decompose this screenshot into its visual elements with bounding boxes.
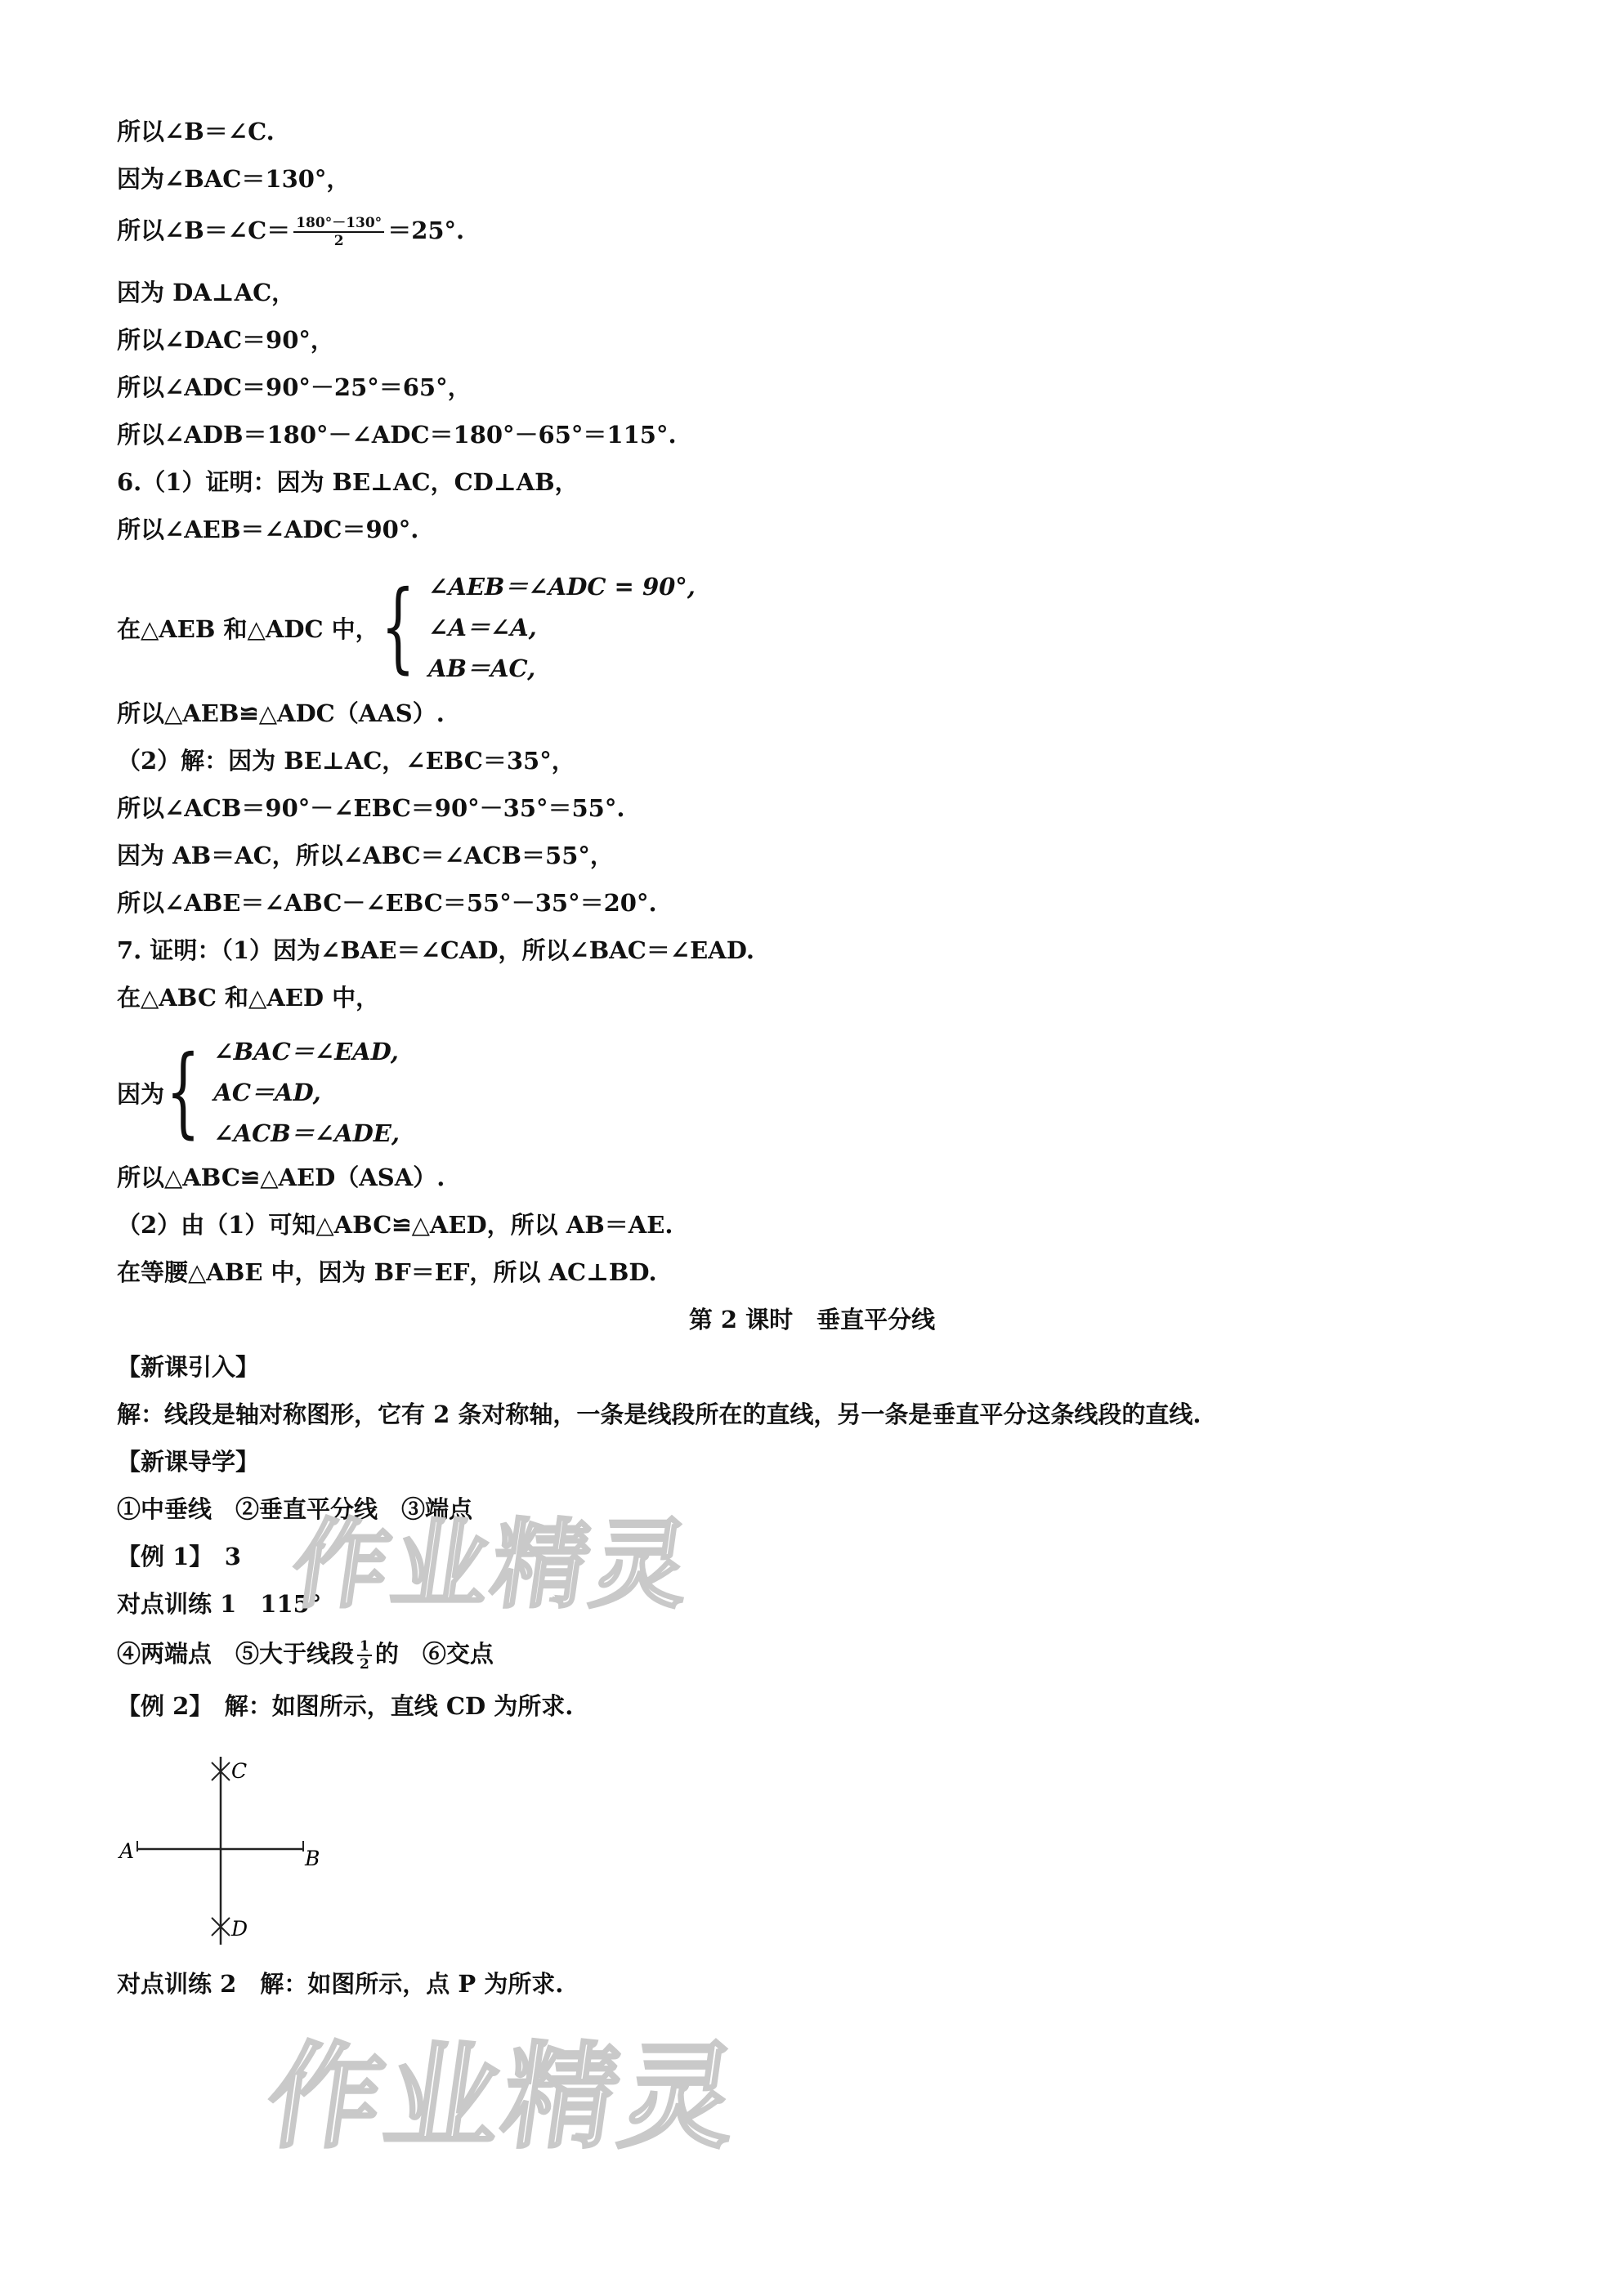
text-line: ①中垂线 ②垂直平分线 ③端点 xyxy=(117,1495,473,1523)
text-line: 【例 2】 解：如图所示，直线 CD 为所求. xyxy=(117,1692,574,1720)
condition: ∠A＝∠A, xyxy=(428,614,537,641)
text-line: 对点训练 1 115° xyxy=(117,1590,322,1618)
fraction-numerator: 1 xyxy=(357,1638,372,1656)
left-brace: { xyxy=(380,570,415,684)
text-line: 在等腰△ABE 中，因为 BF＝EF，所以 AC⊥BD. xyxy=(117,1258,657,1286)
text-segment: ＝25°. xyxy=(387,217,465,244)
fraction-denominator: 2 xyxy=(333,233,344,249)
text-line: 7. 证明：（1）因为∠BAE＝∠CAD，所以∠BAC＝∠EAD. xyxy=(117,936,754,964)
text-line: 6.（1）证明：因为 BE⊥AC，CD⊥AB， xyxy=(117,468,579,496)
text-line: 解：线段是轴对称图形，它有 2 条对称轴，一条是线段所在的直线，另一条是垂直平分这条线段的直线. xyxy=(117,1400,1201,1428)
text-line: （2）解：因为 BE⊥AC，∠EBC＝35°， xyxy=(117,747,575,775)
section-title: 第 2 课时 垂直平分线 xyxy=(688,1306,936,1333)
left-brace: { xyxy=(166,1035,201,1149)
text-line: （2）由（1）可知△ABC≌△AED，所以 AB＝AE. xyxy=(117,1211,673,1239)
text-line: 所以△ABC≌△AED（ASA）. xyxy=(117,1164,445,1191)
label-b: B xyxy=(305,1847,320,1870)
section-heading: 【新课引入】 xyxy=(117,1353,260,1381)
text-line: 因为 DA⊥AC， xyxy=(117,279,296,306)
text-line: 所以△AEB≌△ADC（AAS）. xyxy=(117,699,445,727)
text-segment: 因为 xyxy=(117,1079,165,1108)
fraction xyxy=(357,1638,372,1673)
text-line xyxy=(117,215,464,249)
text-line: 对点训练 2 解：如图所示，点 P 为所求. xyxy=(117,1970,564,1998)
condition: AB＝AC, xyxy=(428,654,536,682)
label-a: A xyxy=(119,1839,135,1863)
text-line: 所以∠ADC＝90°－25°＝65°， xyxy=(117,373,472,401)
watermark: 作业精灵 xyxy=(284,1508,700,1621)
brace-lines xyxy=(428,566,696,689)
condition: AC＝AD, xyxy=(213,1079,321,1106)
system-of-conditions xyxy=(117,566,696,689)
condition: ∠ACB＝∠ADE, xyxy=(213,1119,400,1147)
perpendicular-bisector-figure xyxy=(114,1744,343,1957)
label-c: C xyxy=(231,1759,248,1783)
text-segment: 在△AEB 和△ADC 中， xyxy=(117,614,379,643)
fraction-numerator: 180°－130° xyxy=(293,215,384,233)
fraction xyxy=(293,215,384,249)
text-line: 【例 1】 3 xyxy=(117,1543,241,1570)
system-of-conditions xyxy=(117,1031,400,1154)
text-line: 所以∠DAC＝90°， xyxy=(117,326,334,354)
text-line: 因为∠BAC＝130°， xyxy=(117,165,351,193)
fraction-denominator: 2 xyxy=(360,1656,369,1673)
label-d: D xyxy=(231,1917,248,1941)
text-line: 所以∠AEB＝∠ADC＝90°. xyxy=(117,516,419,543)
text-segment: 的 ⑥交点 xyxy=(374,1640,494,1668)
text-line: 所以∠B＝∠C. xyxy=(117,118,275,145)
section-heading: 【新课导学】 xyxy=(117,1448,260,1476)
text-line: 所以∠ADB＝180°－∠ADC＝180°－65°＝115°. xyxy=(117,421,677,449)
text-line: 因为 AB＝AC，所以∠ABC＝∠ACB＝55°， xyxy=(117,842,614,869)
text-line: 所以∠ABE＝∠ABC－∠EBC＝55°－35°＝20°. xyxy=(117,889,657,917)
text-line xyxy=(117,1638,494,1673)
condition: ∠BAC＝∠EAD, xyxy=(213,1038,399,1065)
watermark: 作业精灵 xyxy=(258,2031,749,2164)
text-segment: 所以∠B＝∠C＝ xyxy=(117,217,291,244)
text-line: 在△ABC 和△AED 中， xyxy=(117,984,380,1012)
text-line: 所以∠ACB＝90°－∠EBC＝90°－35°＝55°. xyxy=(117,794,625,822)
condition: ∠AEB＝∠ADC = 90°, xyxy=(428,573,696,601)
text-segment: ④两端点 ⑤大于线段 xyxy=(117,1640,355,1668)
brace-lines xyxy=(213,1031,400,1154)
